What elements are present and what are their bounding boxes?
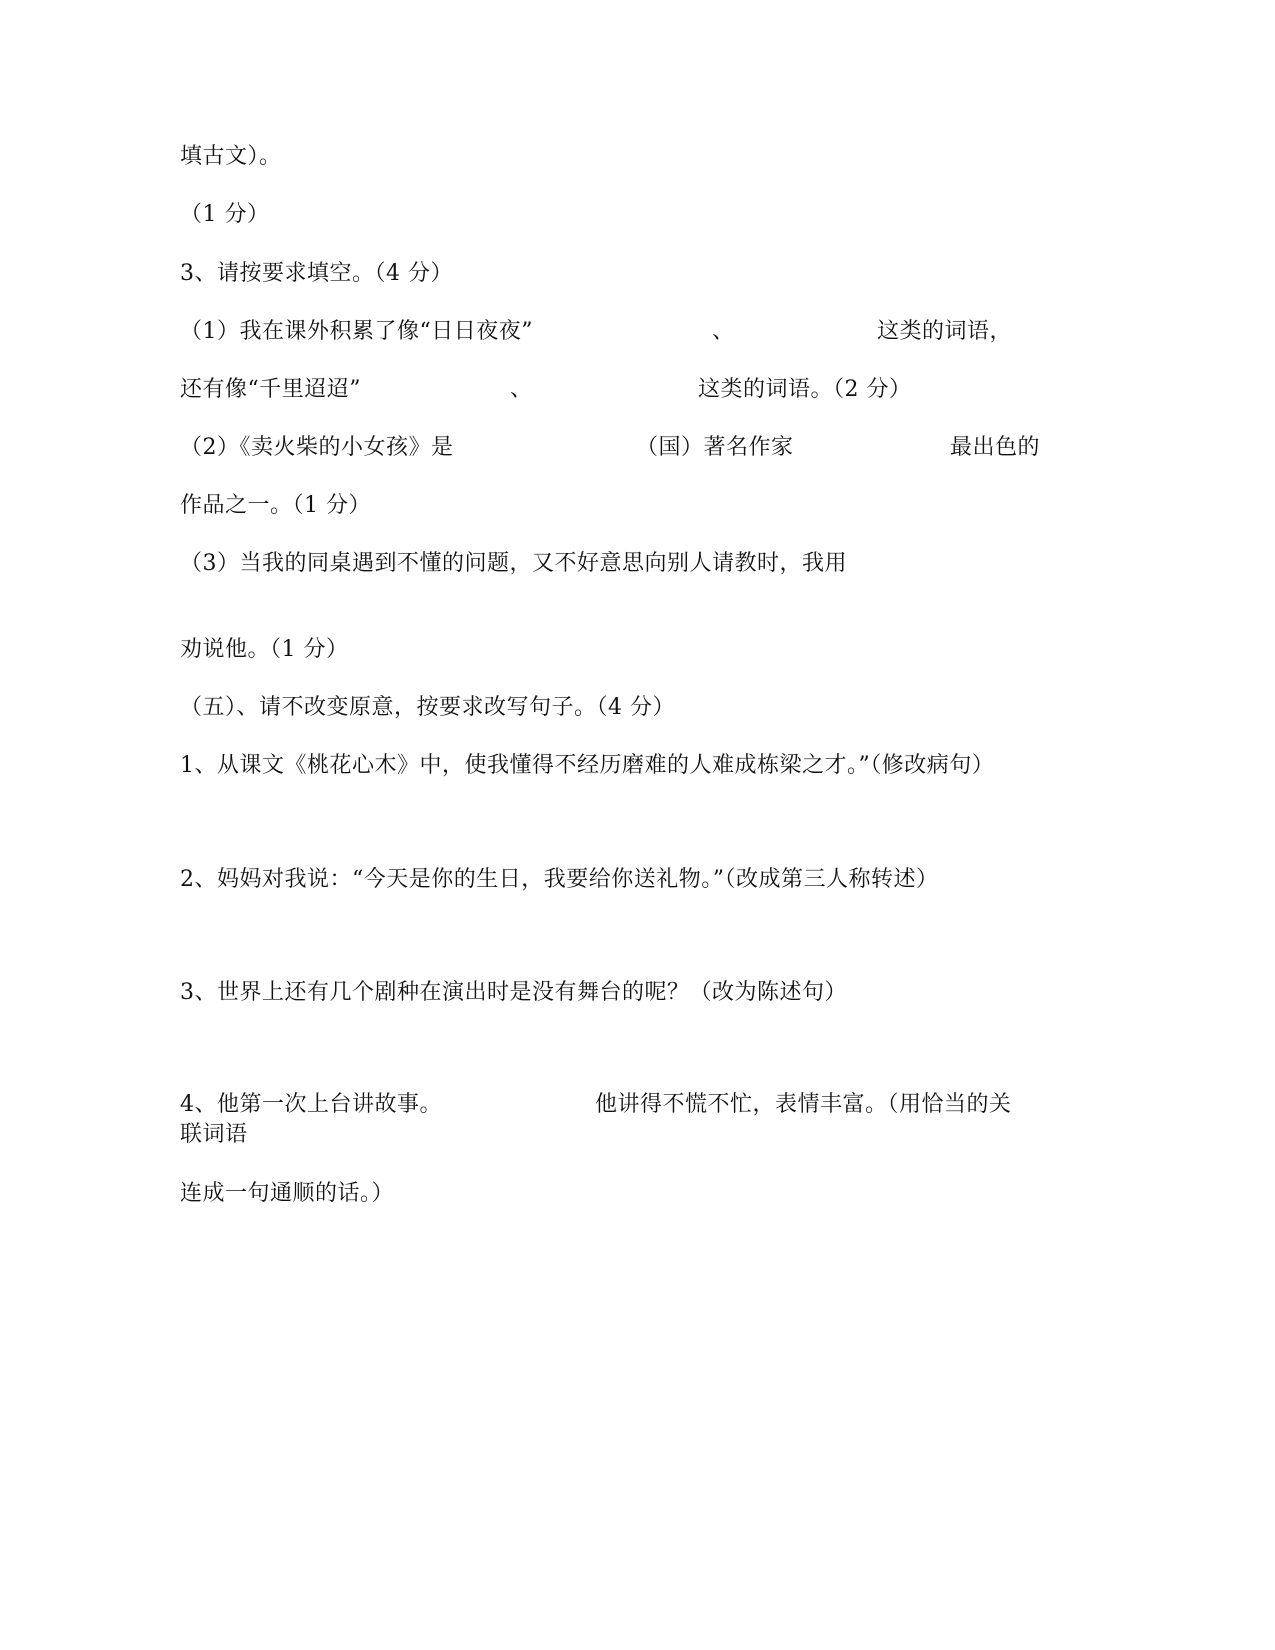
rewrite-question-3: 3、世界上还有几个剧种在演出时是没有舞台的呢？（改为陈述句） (180, 980, 847, 1005)
question-3-3-line-2: 劝说他。（1 分） (180, 637, 349, 662)
question-3-3: （3）当我的同桌遇到不懂的问题，又不好意思向别人请教时，我用 (180, 551, 847, 576)
rewrite-question-1: 1、从课文《桃花心木》中，使我懂得不经历磨难的人难成栋梁之才。”（修改病句） (180, 753, 995, 778)
text-line-1: 填古文）。 (180, 144, 282, 169)
rewrite-question-4-line-2: 联词语 (180, 1122, 248, 1147)
section-5-heading: （五）、请不改变原意，按要求改写句子。（4 分） (180, 695, 675, 720)
rewrite-question-4-part-a: 4、他第一次上台讲故事。 (180, 1092, 442, 1117)
question-3-1-part-b: 、 (712, 319, 735, 344)
question-3-1-part-a: （1）我在课外积累了像“日日夜夜” (180, 319, 533, 344)
question-3-1-line-2-part-b: 、 (510, 377, 533, 402)
question-3-2-line-2: 作品之一。（1 分） (180, 493, 371, 518)
rewrite-question-4-line-3: 连成一句通顺的话。） (180, 1181, 395, 1206)
question-3-1-line-2-part-a: 还有像“千里迢迢” (180, 377, 361, 402)
question-3-heading: 3、请按要求填空。（4 分） (180, 261, 453, 286)
rewrite-question-4-part-b: 他讲得不慌不忙，表情丰富。（用恰当的关 (595, 1092, 1012, 1117)
text-line-2: （1 分） (180, 202, 270, 227)
question-3-2-part-b: （国）著名作家 (636, 435, 794, 460)
rewrite-question-2: 2、妈妈对我说：“今天是你的生日，我要给你送礼物。”（改成第三人称转述） (180, 867, 939, 892)
question-3-1-line-2-part-c: 这类的词语。（2 分） (698, 377, 912, 402)
question-3-2-part-c: 最出色的 (950, 435, 1041, 460)
question-3-1-part-c: 这类的词语， (877, 319, 1013, 344)
question-3-2-part-a: （2）《卖火柴的小女孩》是 (180, 435, 454, 460)
